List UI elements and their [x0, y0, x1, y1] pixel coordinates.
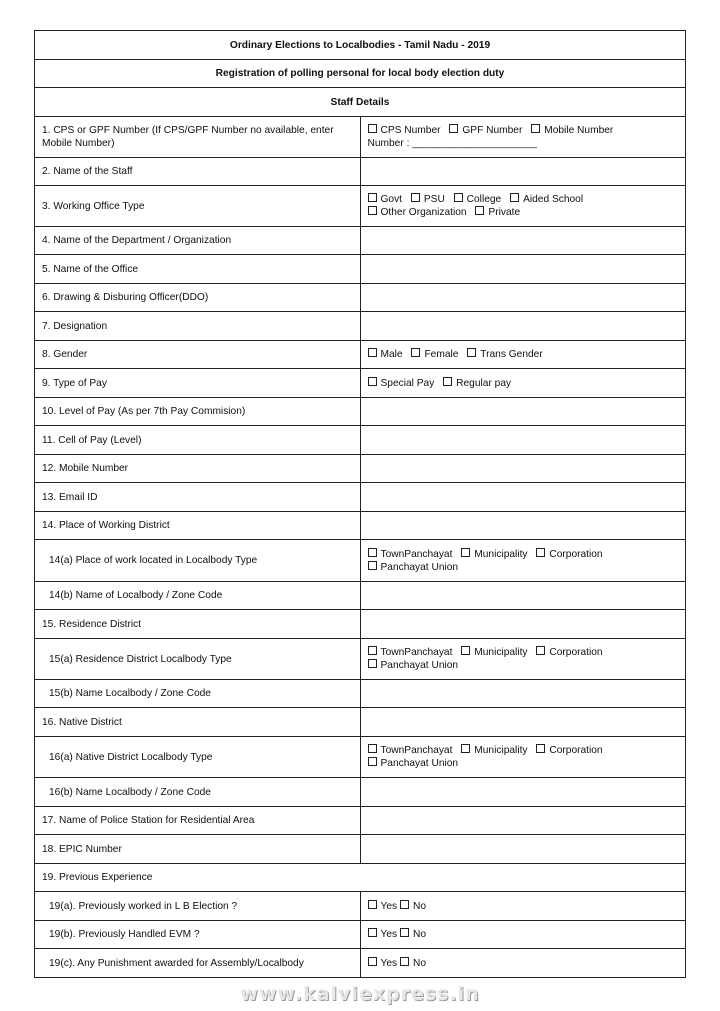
- checkbox-icon: [368, 757, 377, 766]
- field-value: [360, 341, 686, 369]
- registration-form-table: [34, 30, 686, 978]
- field-value[interactable]: [360, 610, 686, 639]
- checkbox-icon: [536, 548, 545, 557]
- option-gpf-number[interactable]: [449, 125, 522, 136]
- field-value: [360, 639, 686, 680]
- option-label: Municipality: [474, 548, 528, 560]
- field-value[interactable]: [360, 708, 686, 737]
- row-f10: [35, 398, 686, 426]
- field-value[interactable]: [360, 398, 686, 426]
- section-heading: Staff Details: [35, 88, 686, 117]
- field-value[interactable]: [360, 582, 686, 610]
- checkbox-icon: [461, 548, 470, 557]
- field-value: [360, 737, 686, 778]
- checkbox-icon: [368, 193, 377, 202]
- field-label: 15(b) Name Localbody / Zone Code: [35, 680, 361, 708]
- checkbox-icon: [368, 206, 377, 215]
- field-label: 4. Name of the Department / Organization: [35, 227, 361, 255]
- option-cps-number[interactable]: [368, 125, 441, 136]
- option-label: Municipality: [474, 745, 528, 756]
- field-label: 14. Place of Working District: [35, 512, 361, 540]
- checkbox-icon: [536, 744, 545, 753]
- row-f8: [35, 341, 686, 369]
- field-value[interactable]: [360, 158, 686, 186]
- form-subtitle: Registration of polling personal for local body election duty: [35, 60, 686, 88]
- checkbox-icon: [475, 206, 484, 215]
- field-label: 16(a) Native District Localbody Type: [35, 737, 361, 778]
- option-no[interactable]: [400, 958, 426, 969]
- row-f18: [35, 835, 686, 864]
- field-label: 12. Mobile Number: [35, 455, 361, 483]
- option-private[interactable]: [475, 207, 520, 218]
- field-value: [360, 369, 686, 398]
- option-college[interactable]: [454, 194, 502, 205]
- field-label: 16. Native District: [35, 708, 361, 737]
- row-f14a: [35, 540, 686, 582]
- field-value: [360, 186, 686, 227]
- field-label: 19(c). Any Punishment awarded for Assembly/Localbody: [35, 949, 361, 978]
- checkbox-icon: [400, 900, 409, 909]
- field-value[interactable]: [360, 426, 686, 455]
- field-value[interactable]: [360, 455, 686, 483]
- checkbox-icon: [531, 124, 540, 133]
- checkbox-icon: [400, 928, 409, 937]
- checkbox-icon: [461, 646, 470, 655]
- field-value: [360, 117, 686, 158]
- option-female[interactable]: [411, 349, 458, 360]
- option-corporation[interactable]: [536, 549, 602, 560]
- row-f17: [35, 807, 686, 835]
- option-no[interactable]: [400, 901, 426, 912]
- field-label: 15. Residence District: [35, 610, 361, 639]
- field-value[interactable]: [360, 778, 686, 807]
- option-label: No: [412, 900, 426, 912]
- option-label: GPF Number: [462, 125, 523, 136]
- option-municipality[interactable]: [461, 647, 527, 658]
- field-label: 16(b) Name Localbody / Zone Code: [35, 778, 361, 807]
- option-label: Yes: [380, 900, 398, 912]
- row-f1: [35, 117, 686, 158]
- option-town-panchayat[interactable]: [368, 745, 453, 756]
- watermark-text: www.kalviexpress.in: [240, 983, 480, 1005]
- option-label: PSU: [423, 194, 445, 205]
- field-value: [360, 921, 686, 949]
- option-label: Aided School: [523, 194, 584, 205]
- option-mobile-number[interactable]: [531, 125, 613, 136]
- option-corporation[interactable]: [536, 745, 602, 756]
- field-label: 18. EPIC Number: [35, 835, 361, 864]
- option-aided-school[interactable]: [510, 194, 583, 205]
- checkbox-icon: [368, 744, 377, 753]
- option-corporation[interactable]: [536, 647, 602, 658]
- option-label: No: [412, 957, 426, 969]
- checkbox-icon: [368, 659, 377, 668]
- row-f11: [35, 426, 686, 455]
- field-value: [360, 949, 686, 978]
- field-label: 7. Designation: [35, 312, 361, 341]
- field-label: 13. Email ID: [35, 483, 361, 512]
- field-label: 19(b). Previously Handled EVM ?: [35, 921, 361, 949]
- option-label: Special Pay: [380, 377, 435, 389]
- row-f13: [35, 483, 686, 512]
- number-blank-line[interactable]: Number : ______________________: [367, 138, 537, 149]
- option-govt[interactable]: [368, 194, 403, 205]
- row-f3: [35, 186, 686, 227]
- option-label: CPS Number: [380, 125, 441, 136]
- field-label: 6. Drawing & Disburing Officer(DDO): [35, 284, 361, 312]
- checkbox-icon: [411, 193, 420, 202]
- row-f16a: [35, 737, 686, 778]
- row-f4: [35, 227, 686, 255]
- field-label: 9. Type of Pay: [35, 369, 361, 398]
- option-label: Regular pay: [456, 377, 512, 389]
- option-label: Panchayat Union: [380, 660, 459, 671]
- checkbox-icon: [368, 548, 377, 557]
- checkbox-icon: [449, 124, 458, 133]
- option-town-panchayat[interactable]: [368, 549, 453, 560]
- row-f15b: [35, 680, 686, 708]
- row-f9: [35, 369, 686, 398]
- row-f7: [35, 312, 686, 341]
- option-label: Yes: [380, 957, 398, 969]
- option-municipality[interactable]: [461, 549, 527, 560]
- row-f2: [35, 158, 686, 186]
- field-value[interactable]: [360, 284, 686, 312]
- field-value: [360, 540, 686, 582]
- option-label: Trans Gender: [480, 349, 543, 360]
- field-label: 1. CPS or GPF Number (If CPS/GPF Number no available, enter Mobile Number): [35, 117, 361, 158]
- field-label: 15(a) Residence District Localbody Type: [35, 639, 361, 680]
- option-label: Panchayat Union: [380, 758, 459, 769]
- checkbox-icon: [368, 377, 377, 386]
- option-no[interactable]: [400, 929, 426, 940]
- option-label: Corporation: [549, 745, 603, 756]
- field-label: 14(a) Place of work located in Localbody Type: [35, 540, 361, 582]
- field-label: 19. Previous Experience: [35, 864, 686, 892]
- field-label: 17. Name of Police Station for Residential Area: [35, 807, 361, 835]
- checkbox-icon: [368, 124, 377, 133]
- option-label: Other Organization: [380, 207, 467, 218]
- option-label: No: [412, 929, 426, 940]
- field-value[interactable]: [360, 255, 686, 284]
- field-value[interactable]: [360, 680, 686, 708]
- field-label: 11. Cell of Pay (Level): [35, 426, 361, 455]
- field-label: 14(b) Name of Localbody / Zone Code: [35, 582, 361, 610]
- field-value[interactable]: [360, 807, 686, 835]
- option-town-panchayat[interactable]: [368, 647, 453, 658]
- row-f5: [35, 255, 686, 284]
- option-label: Mobile Number: [544, 125, 614, 136]
- option-label: Female: [424, 349, 459, 360]
- option-yes[interactable]: [368, 929, 398, 940]
- option-other-organization[interactable]: [368, 207, 467, 218]
- option-male[interactable]: [368, 349, 403, 360]
- option-panchayat-union[interactable]: [368, 758, 459, 769]
- option-label: Corporation: [549, 647, 603, 658]
- row-f6: [35, 284, 686, 312]
- option-label: TownPanchayat: [380, 548, 453, 560]
- row-f16: [35, 708, 686, 737]
- row-f15: [35, 610, 686, 639]
- option-label: Panchayat Union: [380, 561, 459, 573]
- field-value[interactable]: [360, 312, 686, 341]
- checkbox-icon: [411, 348, 420, 357]
- field-label: 10. Level of Pay (As per 7th Pay Commision): [35, 398, 361, 426]
- option-panchayat-union[interactable]: [368, 562, 459, 573]
- checkbox-icon: [443, 377, 452, 386]
- option-label: TownPanchayat: [380, 745, 453, 756]
- option-label: Yes: [380, 929, 398, 940]
- field-label: 5. Name of the Office: [35, 255, 361, 284]
- option-label: Private: [488, 207, 521, 218]
- checkbox-icon: [454, 193, 463, 202]
- row-f15a: [35, 639, 686, 680]
- row-f12: [35, 455, 686, 483]
- option-label: Corporation: [549, 548, 603, 560]
- option-regular-pay[interactable]: [443, 378, 511, 389]
- field-value: [360, 892, 686, 921]
- option-panchayat-union[interactable]: [368, 660, 459, 671]
- row-f19a: [35, 892, 686, 921]
- checkbox-icon: [400, 957, 409, 966]
- checkbox-icon: [536, 646, 545, 655]
- option-psu[interactable]: [411, 194, 445, 205]
- row-f14: [35, 512, 686, 540]
- field-label: 19(a). Previously worked in L B Election ?: [35, 892, 361, 921]
- row-f16b: [35, 778, 686, 807]
- form-title: Ordinary Elections to Localbodies - Tamil Nadu - 2019: [35, 31, 686, 60]
- checkbox-icon: [467, 348, 476, 357]
- checkbox-icon: [368, 957, 377, 966]
- field-label: 3. Working Office Type: [35, 186, 361, 227]
- option-label: Municipality: [474, 647, 528, 658]
- row-f19b: [35, 921, 686, 949]
- field-label: 2. Name of the Staff: [35, 158, 361, 186]
- option-trans-gender[interactable]: [467, 349, 542, 360]
- field-label: 8. Gender: [35, 341, 361, 369]
- option-yes[interactable]: [368, 958, 398, 969]
- checkbox-icon: [368, 348, 377, 357]
- checkbox-icon: [368, 928, 377, 937]
- row-f19: [35, 864, 686, 892]
- field-value[interactable]: [360, 835, 686, 864]
- checkbox-icon: [368, 900, 377, 909]
- checkbox-icon: [461, 744, 470, 753]
- checkbox-icon: [368, 561, 377, 570]
- option-label: College: [466, 194, 502, 205]
- option-label: Male: [380, 349, 403, 360]
- checkbox-icon: [510, 193, 519, 202]
- field-value[interactable]: [360, 483, 686, 512]
- row-f14b: [35, 582, 686, 610]
- row-f19c: [35, 949, 686, 978]
- option-label: Govt: [380, 194, 403, 205]
- checkbox-icon: [368, 646, 377, 655]
- option-municipality[interactable]: [461, 745, 527, 756]
- option-special-pay[interactable]: [368, 378, 435, 389]
- field-value[interactable]: [360, 512, 686, 540]
- option-label: TownPanchayat: [380, 647, 453, 658]
- option-yes[interactable]: [368, 901, 398, 912]
- field-value[interactable]: [360, 227, 686, 255]
